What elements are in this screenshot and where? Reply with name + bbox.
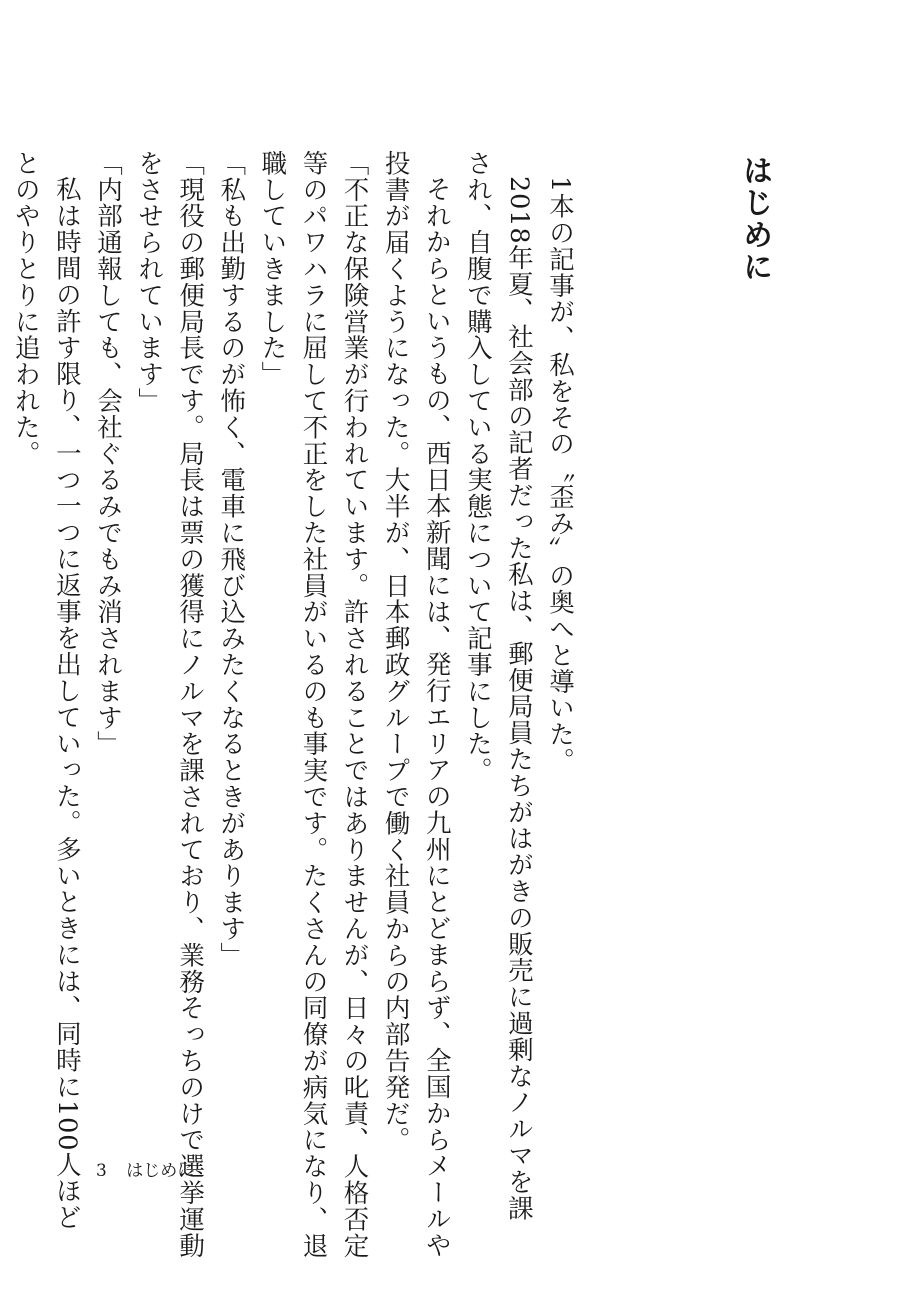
text-line: 2018年夏、社会部の記者だった私は、郵便局員たちがはがきの販売に過剰なノルマを課 xyxy=(503,176,534,1222)
chapter-title: はじめに xyxy=(737,155,773,283)
running-title: はじめに xyxy=(126,1161,195,1181)
page-number: 3 xyxy=(96,1161,107,1181)
text-line: 「内部通報しても、会社ぐるみでもみ消されます」 xyxy=(92,150,123,758)
text-line: とのやりとりに追われた。 xyxy=(10,150,41,467)
text-line: 1本の記事が、私をその〝歪み〟の奥へと導いた。 xyxy=(545,176,575,774)
text-line: 「私も出勤するのが怖く、電車に飛び込みたくなるときがあります」 xyxy=(216,150,247,969)
text-line: 投書が届くようになった。大半が、日本郵政グループで働く社員からの内部告発だ。 xyxy=(380,150,411,1154)
text-line: 「現役の郵便局長です。局長は票の獲得にノルマを課されており、業務そっちのけで選挙運動 xyxy=(175,150,206,1259)
text-line: 職していきました」 xyxy=(257,150,288,388)
text-line: 等のパワハラに屈して不正をした社員がいるのも事実です。たくさんの同僚が病気になり、退 xyxy=(298,150,329,1259)
text-line: をさせられています」 xyxy=(134,150,165,414)
text-line: され、自腹で購入している実態について記事にした。 xyxy=(462,150,493,784)
text-line: 私は時間の許す限り、一つ一つに返事を出していった。多いときには、同時に100人ほど xyxy=(51,176,82,1231)
page-footer xyxy=(96,1156,194,1181)
text-line: それからというもの、西日本新聞には、発行エリアの九州にとどまらず、全国からメールや xyxy=(421,176,452,1259)
text-line: 「不正な保険営業が行われています。許されることではありませんが、日々の叱責、人格否定 xyxy=(339,150,370,1259)
